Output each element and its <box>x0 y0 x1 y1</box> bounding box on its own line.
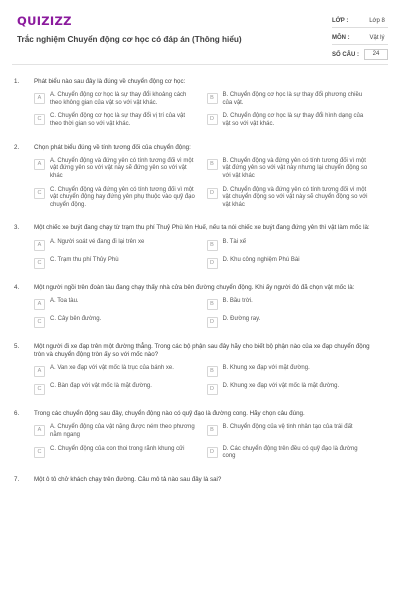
option-letter-box: D <box>207 317 218 328</box>
option-text: D. Khung xe đạp với vật mốc là mặt đường. <box>222 383 340 390</box>
option-letter-box: B <box>207 240 218 251</box>
answer-option[interactable] <box>34 446 207 461</box>
option-text: A. Chuyển động của vật nặng được ném theo phương nằm ngang <box>50 424 195 438</box>
meta-grade <box>332 14 388 28</box>
question <box>0 476 400 484</box>
option-letter-box: B <box>207 366 218 377</box>
option-letter-box: A <box>34 299 45 310</box>
answer-option[interactable] <box>34 158 207 181</box>
option-letter-box: B <box>207 93 218 104</box>
option-letter-box: C <box>34 447 45 458</box>
question <box>0 410 400 467</box>
quizizz-logo[interactable]: QUIZIZZ <box>17 14 72 28</box>
question <box>0 343 400 401</box>
option-text: B. Tài xế <box>222 238 247 245</box>
option-text: C. Chuyển động của con thoi trong rãnh khung cửi <box>50 445 185 452</box>
option-text: C. Bàn đạp với vật mốc là mặt đường. <box>50 383 152 390</box>
option-letter-box: D <box>207 447 218 458</box>
option-list <box>34 298 379 334</box>
option-text: B. Bầu trời. <box>222 297 253 304</box>
question-text: Trong các chuyển động sau đây, chuyển động nào có quỹ đạo là đường cong. Hãy chọn câu đúng. <box>34 410 305 418</box>
meta-count <box>332 48 388 61</box>
question-number: 5. <box>14 342 20 350</box>
answer-option[interactable] <box>34 92 207 107</box>
question-number: 1. <box>14 78 20 85</box>
answer-option[interactable] <box>207 187 380 210</box>
option-letter-box: B <box>207 425 218 436</box>
question-text: Phát biểu nào sau đây là đúng về chuyển động cơ học: <box>34 78 186 85</box>
meta-label: LỚP : <box>332 17 349 24</box>
meta-subject <box>332 31 388 45</box>
option-text: D. Các chuyển động trên đều có quỹ đạo là đường cong <box>222 445 358 460</box>
option-text: C. Chuyển động và đứng yên có tính tương đối vì một vật chuyển động hay đứng yên phụ thuộc vào quỹ đạo chuyển động. <box>50 186 195 208</box>
option-letter-box: A <box>34 240 45 251</box>
answer-option[interactable] <box>207 257 380 269</box>
option-text: D. Khu công nghiệm Phú Bài <box>222 256 300 263</box>
option-letter-box: C <box>34 384 45 395</box>
answer-option[interactable] <box>34 298 207 310</box>
meta-panel <box>332 14 388 64</box>
option-letter-box: D <box>207 114 218 125</box>
option-text: C. Chuyển động cơ học là sự thay đổi vị trí của vật theo thời gian so với vật khác. <box>50 113 186 127</box>
option-letter-box: B <box>207 159 218 170</box>
answer-option[interactable] <box>34 239 207 251</box>
option-letter-box: A <box>34 93 45 104</box>
option-letter-box: A <box>34 366 45 377</box>
option-text: D. Chuyển động cơ học là sự thay đổi hình dạng của vật so với vật khác. <box>222 113 364 127</box>
answer-option[interactable] <box>207 92 380 107</box>
option-list <box>34 239 379 275</box>
option-list <box>34 92 379 134</box>
option-text: A. Người soát vé đang đi lại trên xe <box>50 238 145 245</box>
answer-option[interactable] <box>207 298 380 310</box>
header <box>0 0 400 60</box>
option-letter-box: C <box>34 188 45 199</box>
answer-option[interactable] <box>34 424 207 439</box>
option-text: A. Chuyển động cơ học là sự thay đổi khoảng cách theo không gian của vật so với vật khác. <box>50 92 187 106</box>
option-list <box>34 424 379 466</box>
option-text: D. Chuyển động và đứng yên có tính tương đối vì một vật chuyển động so với vật này sẽ chuyển động so với vật khác <box>222 186 368 208</box>
answer-option[interactable] <box>207 446 380 461</box>
option-letter-box: C <box>34 114 45 125</box>
question <box>0 284 400 334</box>
option-letter-box: D <box>207 258 218 269</box>
question-number: 3. <box>14 224 20 232</box>
question-text: Chọn phát biểu đúng về tính tương đối của chuyển động: <box>34 143 191 151</box>
meta-value: Lớp 8 <box>369 17 385 24</box>
option-letter-box: C <box>34 317 45 328</box>
question <box>0 78 400 135</box>
divider <box>12 64 388 65</box>
question-number: 2. <box>14 143 20 151</box>
option-text: B. Chuyển động và đứng yên có tính tương đối vì một vật đứng yên so với vật này nhưng lại chuyển động so với vật khác <box>222 157 368 179</box>
page-title: Trắc nghiệm Chuyển động cơ học có đáp án (Thông hiểu) <box>17 35 242 44</box>
question-text: Một người đi xe đạp trên một đường thẳng. Trong các bộ phận sau đây hãy cho biết bộ phận nào của xe đạp chuyển động tròn và chuyển động tròn ấy so với mốc nào? <box>34 342 370 358</box>
option-text: C. Cây bên đường. <box>50 315 102 322</box>
option-letter-box: A <box>34 425 45 436</box>
meta-label: MÔN : <box>332 34 350 41</box>
question <box>0 224 400 274</box>
meta-value: 24 <box>364 49 388 60</box>
option-text: B. Chuyển động của vệ tinh nhân tạo của trái đất <box>222 424 353 431</box>
option-letter-box: A <box>34 159 45 170</box>
option-text: D. Đường ray. <box>222 315 261 322</box>
question-number: 4. <box>14 283 20 291</box>
option-letter-box: B <box>207 299 218 310</box>
question-text: Một chiếc xe buýt đang chạy từ trạm thu phí Thuỷ Phù lên Huế, nếu ta nói chiếc xe buýt đang đứng yên thì vật làm mốc là: <box>34 224 370 232</box>
option-letter-box: D <box>207 384 218 395</box>
option-text: C. Trạm thu phí Thủy Phù <box>50 256 119 263</box>
option-text: A. Van xe đạp với vật mốc là trục của bánh xe. <box>50 365 174 372</box>
question-text: Một ô tô chở khách chạy trên đường. Câu mô tả nào sau đây là sai? <box>34 475 222 483</box>
meta-label: SỐ CÂU : <box>332 51 359 58</box>
option-list <box>34 158 379 216</box>
answer-option[interactable] <box>34 187 207 210</box>
answer-option[interactable] <box>207 158 380 181</box>
option-list <box>34 365 379 401</box>
answer-option[interactable] <box>207 239 380 251</box>
option-text: A. Toa tàu. <box>50 297 79 304</box>
answer-option[interactable] <box>207 316 380 328</box>
option-text: B. Khung xe đạp với mặt đường. <box>222 365 310 372</box>
answer-option[interactable] <box>34 316 207 328</box>
answer-option[interactable] <box>207 383 380 395</box>
answer-option[interactable] <box>207 365 380 377</box>
answer-option[interactable] <box>34 113 207 128</box>
answer-option[interactable] <box>207 113 380 128</box>
question-number: 6. <box>14 410 20 418</box>
question-text: Một người ngồi trên đoàn tàu đang chạy thấy nhà cửa bên đường chuyển động. Khi ấy người đó đã chọn vật mốc là: <box>34 283 355 291</box>
answer-option[interactable] <box>34 257 207 269</box>
option-text: B. Chuyển động cơ học là sự thay đổi phương chiều của vật. <box>222 92 363 106</box>
option-text: A. Chuyển động và đứng yên có tính tương đối vì một vật đứng yên so với vật này sẽ đứng yên so với vật khác <box>50 157 194 179</box>
meta-value: Vật lý <box>369 34 385 41</box>
question <box>0 144 400 216</box>
option-letter-box: D <box>207 188 218 199</box>
answer-option[interactable] <box>34 383 207 395</box>
option-letter-box: C <box>34 258 45 269</box>
answer-option[interactable] <box>207 424 380 439</box>
question-list <box>0 78 400 493</box>
answer-option[interactable] <box>34 365 207 377</box>
question-number: 7. <box>14 475 20 483</box>
